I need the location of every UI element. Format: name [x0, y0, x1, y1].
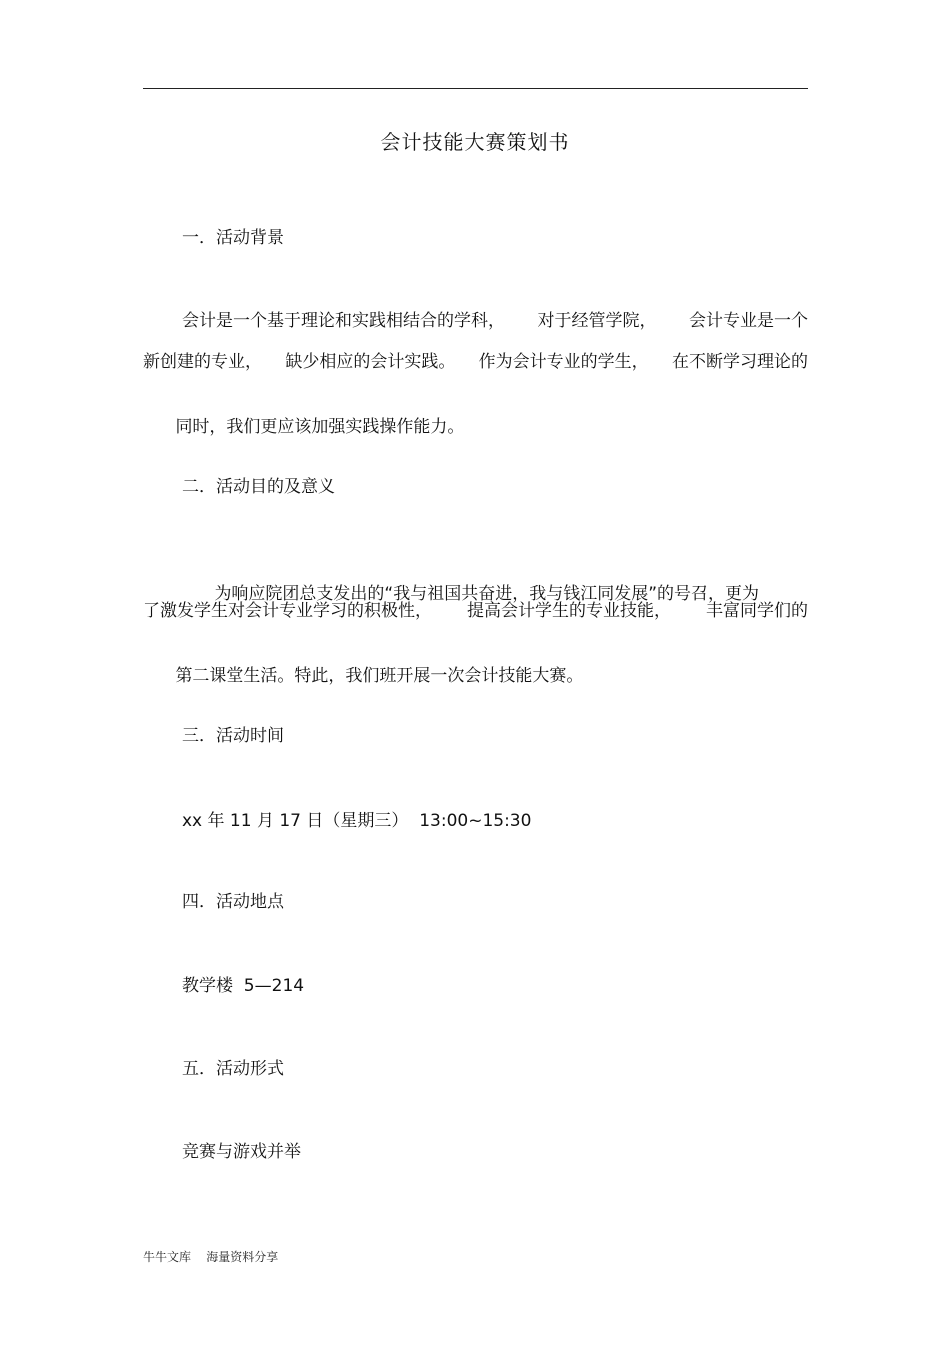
paragraph-line: [143, 350, 808, 391]
text-segment: 对于经管学院，: [537, 311, 657, 331]
text-segment: 了激发学生对会计专业学习的积极性，: [143, 601, 432, 621]
section-heading-location: 四．活动地点: [182, 892, 284, 912]
paragraph-line: [143, 640, 808, 686]
text-segment: 缺少相应的会计实践。: [285, 352, 456, 372]
paragraph-line: [143, 309, 808, 350]
paragraph-line: [143, 391, 808, 437]
section-heading-background: 一．活动背景: [182, 228, 284, 248]
text-segment: 新创建的专业，: [143, 352, 262, 372]
text-segment: 提高会计学生的专业技能，: [467, 601, 671, 621]
section-content-format: 竞赛与游戏并举: [182, 1142, 301, 1162]
section-paragraph-background: [143, 309, 808, 437]
text-segment: 作为会计专业的学生，: [478, 352, 649, 372]
section-heading-purpose: 二．活动目的及意义: [182, 477, 335, 497]
paragraph-line: [143, 558, 808, 604]
section-heading-format: 五．活动形式: [182, 1059, 284, 1079]
text-segment: 会计专业是一个: [689, 311, 808, 331]
header-rule: [143, 88, 808, 89]
text-segment: 为响应院团总支发出的“我与祖国共奋进，我与钱江同发展”的号召，更为: [214, 584, 760, 604]
section-heading-time: 三．活动时间: [182, 726, 284, 746]
text-segment: 在不断学习理论的: [671, 352, 808, 372]
paragraph-line: [143, 599, 808, 640]
text-segment: 丰富同学们的: [706, 601, 808, 621]
text-segment: 第二课堂生活。特此，我们班开展一次会计技能大赛。: [175, 666, 584, 686]
section-content-time: xx 年 11 月 17 日（星期三） 13:00~15:30: [182, 811, 532, 831]
text-segment: 会计是一个基于理论和实践相结合的学科，: [182, 311, 505, 331]
section-content-location: 教学楼 5—214: [182, 976, 305, 996]
text-segment: 同时，我们更应该加强实践操作能力。: [175, 417, 465, 437]
section-paragraph-purpose: [143, 558, 808, 686]
document-title: 会计技能大赛策划书: [380, 130, 570, 154]
page-footer: 牛牛文库 海量资料分享: [143, 1250, 279, 1264]
